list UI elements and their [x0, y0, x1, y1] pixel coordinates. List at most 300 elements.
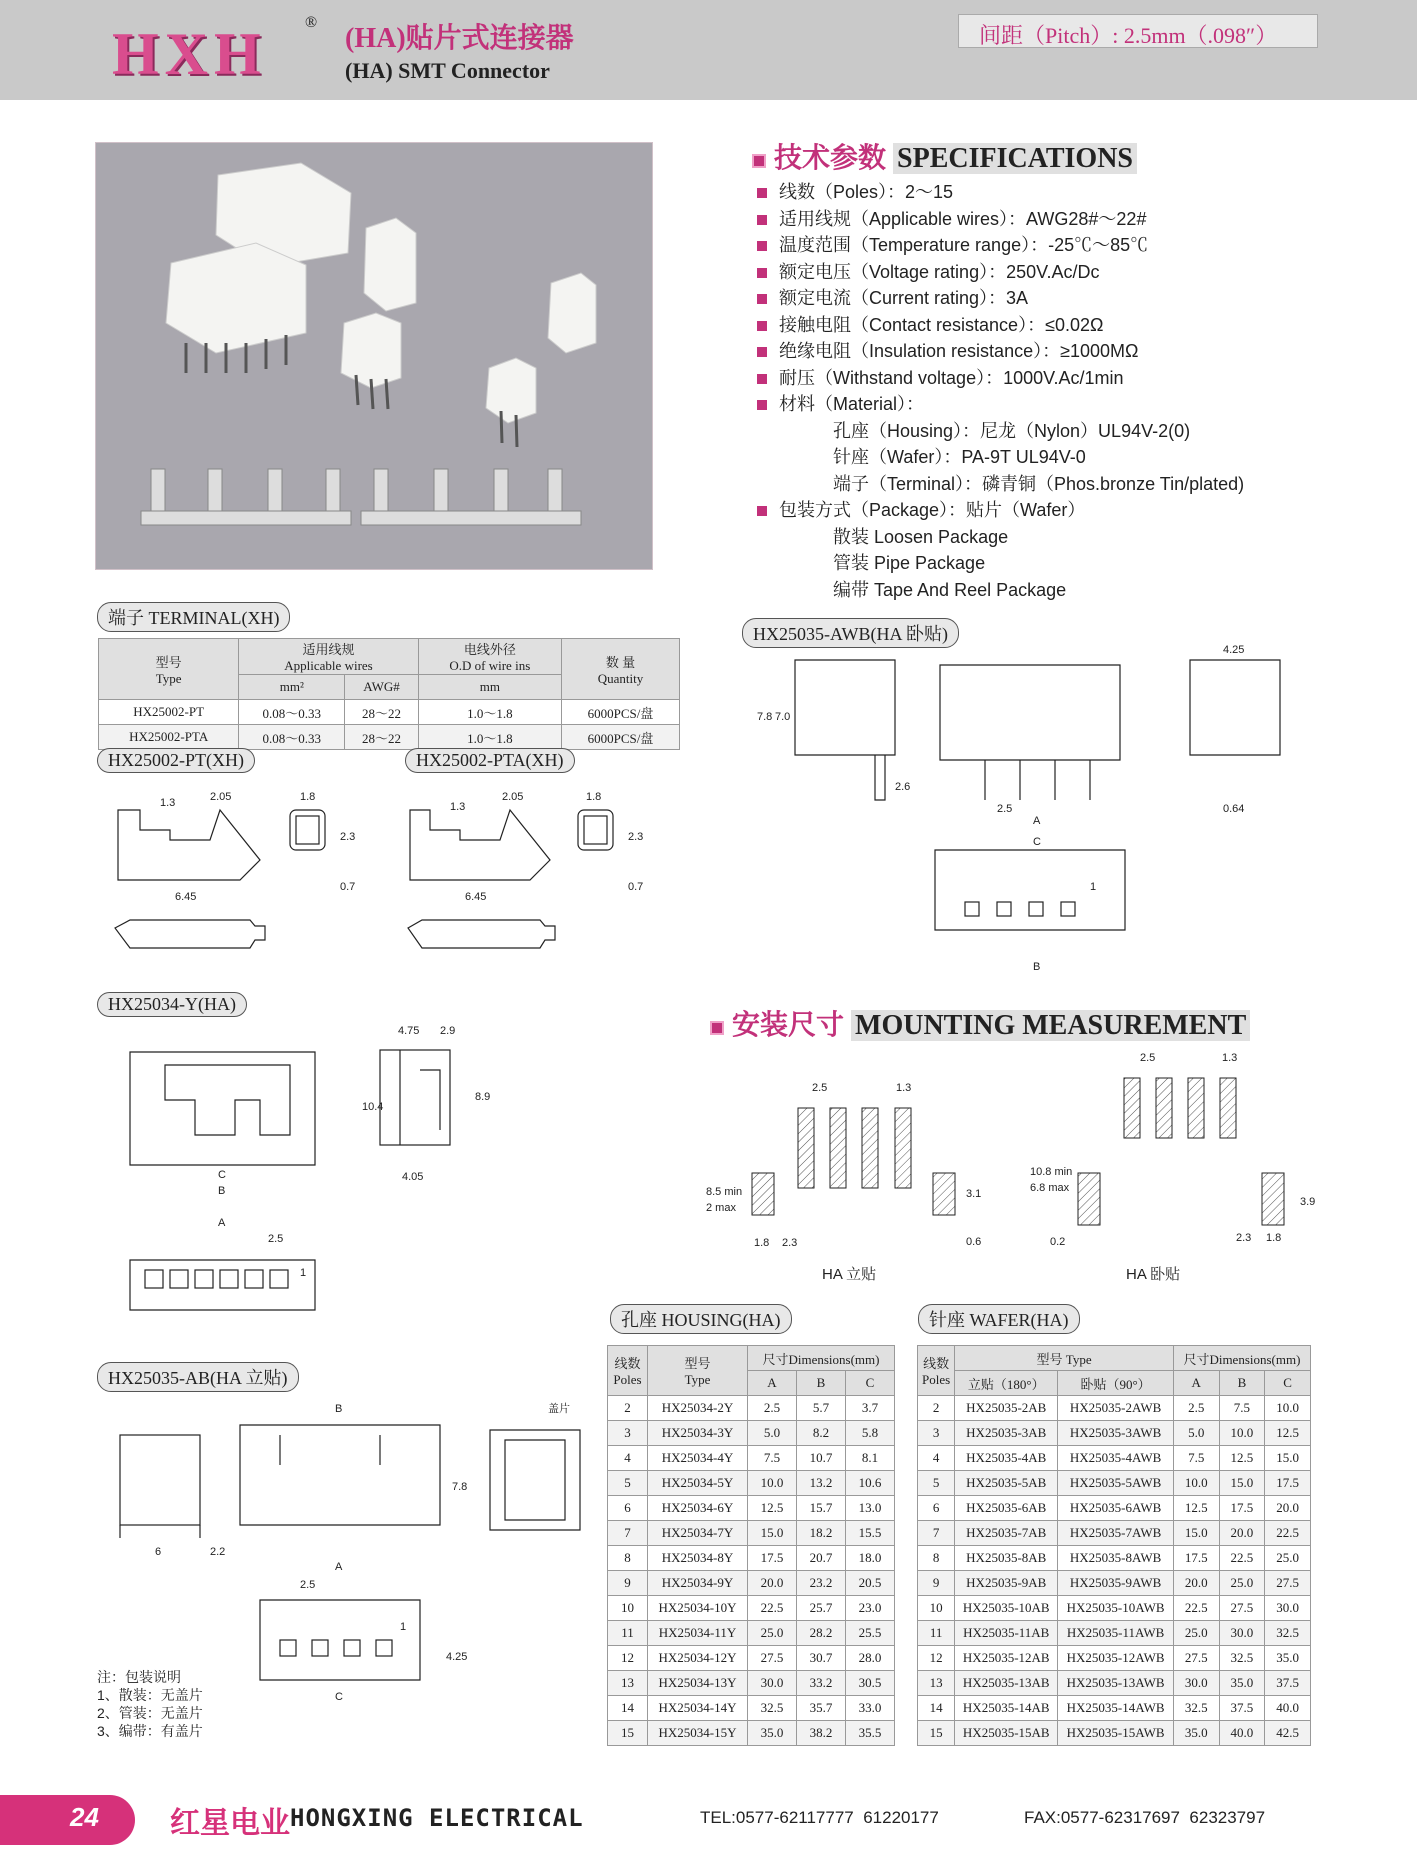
dim-y: 1: [300, 1267, 307, 1279]
table-cell: 5.8: [845, 1421, 894, 1446]
table-cell: HX25035-6AB: [955, 1496, 1058, 1521]
note-line: 3、编带：有盖片: [97, 1723, 203, 1739]
table-row: [918, 1621, 1311, 1646]
dim-mount: 8.5 min: [706, 1186, 743, 1198]
table-cell: 32.5: [1219, 1646, 1265, 1671]
table-cell: 15.0: [747, 1521, 796, 1546]
table-cell: 12.5: [747, 1496, 796, 1521]
table-cell: 30.0: [1173, 1671, 1219, 1696]
table-cell: HX25035-7AWB: [1058, 1521, 1174, 1546]
table-cell: HX25035-12AWB: [1058, 1646, 1174, 1671]
table-cell: 27.5: [1265, 1571, 1311, 1596]
table-cell: 22.5: [1173, 1596, 1219, 1621]
table-cell: HX25034-14Y: [647, 1696, 747, 1721]
dim-pt: 1.3: [160, 797, 176, 809]
table-cell: 25.5: [845, 1621, 894, 1646]
table-cell: HX25035-10AB: [955, 1596, 1058, 1621]
table-cell: HX25035-11AWB: [1058, 1621, 1174, 1646]
dim-awb: 2.6: [895, 781, 911, 793]
table-cell: 5: [918, 1471, 955, 1496]
awb-label: HX25035-AWB(HA 卧贴): [742, 618, 959, 648]
table-row: [608, 1671, 895, 1696]
dim-mount: 0.2: [1050, 1236, 1066, 1248]
table-cell: 3.7: [845, 1396, 894, 1421]
th-mm: mm: [418, 675, 561, 700]
table-cell: 30.7: [796, 1646, 845, 1671]
table-row: [608, 1646, 895, 1671]
dim-y: 4.75: [398, 1025, 420, 1037]
th-dim: 尺寸Dimensions(mm): [1173, 1346, 1310, 1371]
dim-pt: 2.05: [210, 791, 232, 803]
th-type: 型号 Type: [99, 639, 239, 700]
th-wires: 适用线规 Applicable wires: [239, 639, 418, 675]
table-row: [608, 1446, 895, 1471]
table-row: [918, 1696, 1311, 1721]
table-row: [918, 1671, 1311, 1696]
mounting-title-en: MOUNTING MEASUREMENT: [851, 1010, 1250, 1041]
table-cell: HX25034-12Y: [647, 1646, 747, 1671]
table-cell: 30.0: [1265, 1596, 1311, 1621]
table-cell: 17.5: [1173, 1546, 1219, 1571]
table-cell: 4: [608, 1446, 648, 1471]
gaipian-label: 盖片: [548, 1403, 570, 1415]
dim-pta: 2.3: [628, 831, 644, 843]
dim-y: 4.05: [402, 1171, 424, 1183]
dim-y: 2.9: [440, 1025, 456, 1037]
dim-y: B: [218, 1185, 226, 1197]
table-cell: HX25034-9Y: [647, 1571, 747, 1596]
dim-y: 10.4: [362, 1101, 384, 1113]
table-cell: 15: [918, 1721, 955, 1746]
table-cell: 23.0: [845, 1596, 894, 1621]
package-item: 管装 Pipe Package: [833, 553, 986, 573]
table-row: [608, 1621, 895, 1646]
table-cell: 8: [918, 1546, 955, 1571]
dim-pta: 6.45: [465, 891, 487, 903]
table-cell: 15.0: [1173, 1521, 1219, 1546]
table-cell: HX25035-8AWB: [1058, 1546, 1174, 1571]
spec-item: 额定电压（Voltage rating）：250V.Ac/Dc: [757, 259, 1244, 286]
table-cell: 2: [918, 1396, 955, 1421]
dim-pta: 1.8: [586, 791, 602, 803]
table-row: [918, 1421, 1311, 1446]
footer-page-tab: [0, 1795, 135, 1845]
table-cell: 28.0: [845, 1646, 894, 1671]
dim-awb: 4.25: [1223, 644, 1245, 656]
y-label: HX25034-Y(HA): [97, 992, 247, 1017]
dim-ab: A: [335, 1561, 343, 1573]
dim-mount: 0.6: [966, 1236, 982, 1248]
table-cell: 15.0: [1265, 1446, 1311, 1471]
dim-awb: 7.8: [757, 711, 773, 723]
table-row: [918, 1596, 1311, 1621]
wafer-table: [917, 1345, 1311, 1746]
table-cell: 20.0: [1265, 1496, 1311, 1521]
specs-title: [752, 136, 1137, 176]
terminal-drawings: [100, 780, 660, 950]
table-cell: HX25034-4Y: [647, 1446, 747, 1471]
housing-table: [607, 1345, 895, 1746]
pt-drawing: [115, 791, 355, 948]
table-cell: 25.0: [747, 1621, 796, 1646]
dim-pt: 2.3: [340, 831, 356, 843]
spec-item: 适用线规（Applicable wires）：AWG28#～22#: [757, 206, 1244, 233]
dim-pta: 0.7: [628, 881, 644, 893]
th-poles: 线数 Poles: [608, 1346, 648, 1396]
dim-mount: 1.8: [754, 1237, 770, 1249]
table-cell: HX25034-6Y: [647, 1496, 747, 1521]
table-cell: 42.5: [1265, 1721, 1311, 1746]
table-cell: 35.0: [1265, 1646, 1311, 1671]
table-cell: HX25035-13AWB: [1058, 1671, 1174, 1696]
note-line: 1、散装：无盖片: [97, 1687, 203, 1703]
dim-awb: 0.64: [1223, 803, 1245, 815]
housing-label: 孔座 HOUSING(HA): [610, 1304, 792, 1334]
dim-ab: 2.2: [210, 1546, 226, 1558]
dim-awb: B: [1033, 961, 1041, 973]
table-cell: 3: [918, 1421, 955, 1446]
table-cell: HX25035-13AB: [955, 1671, 1058, 1696]
table-row: [608, 1521, 895, 1546]
table-row: [918, 1471, 1311, 1496]
dim-pt: 0.7: [340, 881, 356, 893]
table-row: [608, 1571, 895, 1596]
table-row: HX25002-PTA 0.08～0.33 28～22 1.0～1.8 6000PCS/盘: [99, 725, 680, 750]
table-cell: 18.0: [845, 1546, 894, 1571]
table-cell: HX25034-3Y: [647, 1421, 747, 1446]
dim-awb: 7.0: [775, 711, 791, 723]
table-cell: HX25034-10Y: [647, 1596, 747, 1621]
table-row: [608, 1546, 895, 1571]
table-cell: 27.5: [1219, 1596, 1265, 1621]
table-cell: 35.0: [1173, 1721, 1219, 1746]
dim-ab: 6: [155, 1546, 162, 1558]
table-cell: HX25035-9AB: [955, 1571, 1058, 1596]
ab-label: HX25035-AB(HA 立贴): [97, 1362, 299, 1392]
table-row: [918, 1571, 1311, 1596]
table-cell: 13: [918, 1671, 955, 1696]
mounting-title: [710, 1003, 1250, 1043]
spec-item: 绝缘电阻（Insulation resistance）：≥1000MΩ: [757, 338, 1244, 365]
table-cell: 10: [918, 1596, 955, 1621]
dim-awb: A: [1033, 815, 1041, 827]
mounting-title-cn: 安装尺寸: [732, 1010, 845, 1041]
th-poles: 线数 Poles: [918, 1346, 955, 1396]
table-cell: 40.0: [1265, 1696, 1311, 1721]
table-row: [608, 1721, 895, 1746]
table-cell: 20.0: [1173, 1571, 1219, 1596]
spec-item: 额定电流（Current rating）：3A: [757, 285, 1244, 312]
table-cell: 22.5: [1265, 1521, 1311, 1546]
wafer-label: 针座 WAFER(HA): [918, 1304, 1080, 1334]
th-b: B: [796, 1371, 845, 1396]
table-cell: 33.0: [845, 1696, 894, 1721]
th-b: B: [1219, 1371, 1265, 1396]
table-row: [608, 1396, 895, 1421]
page-number: 24: [70, 1802, 99, 1832]
table-cell: HX25035-7AB: [955, 1521, 1058, 1546]
page-title-cn: (HA)贴片式连接器: [345, 23, 574, 54]
dim-mount: 2.5: [1140, 1052, 1156, 1064]
table-cell: 37.5: [1265, 1671, 1311, 1696]
pta-drawing: [408, 791, 643, 948]
table-cell: 12: [918, 1646, 955, 1671]
table-row: [608, 1596, 895, 1621]
table-cell: 10.7: [796, 1446, 845, 1471]
spec-item: 接触电阻（Contact resistance）：≤0.02Ω: [757, 312, 1244, 339]
dim-ab: 7.8: [452, 1481, 468, 1493]
dim-mount: 10.8 min: [1030, 1166, 1073, 1178]
table-cell: 2.5: [1173, 1396, 1219, 1421]
table-row: [918, 1396, 1311, 1421]
notes: [97, 1668, 203, 1740]
y-drawing: [100, 1020, 520, 1320]
table-cell: 9: [608, 1571, 648, 1596]
table-row: [608, 1496, 895, 1521]
table-cell: 37.5: [1219, 1696, 1265, 1721]
dim-awb: 2.5: [997, 803, 1013, 815]
specs-title-cn: 技术参数: [774, 143, 887, 174]
dim-y: 2.5: [268, 1233, 284, 1245]
dim-mount: 2.5: [812, 1082, 828, 1094]
table-cell: 4: [918, 1446, 955, 1471]
table-cell: 28.2: [796, 1621, 845, 1646]
table-cell: HX25035-5AB: [955, 1471, 1058, 1496]
material-item: 端子（Terminal）：磷青铜（Phos.bronze Tin/plated): [833, 473, 1245, 494]
spec-item: 材料（Material）：: [757, 391, 1244, 418]
pt-label: HX25002-PT(XH): [97, 748, 255, 773]
table-cell: 10.0: [747, 1471, 796, 1496]
th-a: A: [747, 1371, 796, 1396]
table-cell: 20.0: [1219, 1521, 1265, 1546]
table-cell: 7.5: [747, 1446, 796, 1471]
table-cell: 12: [608, 1646, 648, 1671]
th-dim: 尺寸Dimensions(mm): [747, 1346, 894, 1371]
table-row: [608, 1421, 895, 1446]
th-c: C: [845, 1371, 894, 1396]
table-cell: 15.5: [845, 1521, 894, 1546]
table-cell: HX25035-5AWB: [1058, 1471, 1174, 1496]
table-cell: 12.5: [1219, 1446, 1265, 1471]
table-cell: 18.2: [796, 1521, 845, 1546]
dim-ab: 2.5: [300, 1579, 316, 1591]
registered-mark: ®: [305, 14, 318, 31]
table-cell: 27.5: [1173, 1646, 1219, 1671]
table-cell: 23.2: [796, 1571, 845, 1596]
dim-mount: 3.1: [966, 1188, 982, 1200]
th-awg: AWG#: [345, 675, 418, 700]
table-row: [918, 1546, 1311, 1571]
table-cell: 15.7: [796, 1496, 845, 1521]
note-line: 2、管装：无盖片: [97, 1705, 203, 1721]
spec-item: 温度范围（Temperature range）：-25℃～85℃: [757, 232, 1244, 259]
table-cell: 2: [608, 1396, 648, 1421]
table-cell: 32.5: [1265, 1621, 1311, 1646]
table-cell: 30.0: [1219, 1621, 1265, 1646]
table-cell: 8.1: [845, 1446, 894, 1471]
dim-mount: 1.3: [1222, 1052, 1238, 1064]
table-cell: 11: [918, 1621, 955, 1646]
table-cell: HX25035-15AB: [955, 1721, 1058, 1746]
housing-rows: [608, 1396, 895, 1746]
terminal-table: [98, 638, 680, 750]
specs-title-en: SPECIFICATIONS: [893, 143, 1137, 174]
table-cell: 5: [608, 1471, 648, 1496]
table-cell: 20.5: [845, 1571, 894, 1596]
table-cell: 30.5: [845, 1671, 894, 1696]
dim-awb: 1: [1090, 881, 1097, 893]
mounting-drawing: [700, 1045, 1340, 1285]
footer-fax: FAX:0577-62317697 62323797: [1024, 1808, 1266, 1827]
table-cell: 25.0: [1219, 1571, 1265, 1596]
dim-ab: 4.25: [446, 1651, 468, 1663]
table-cell: 40.0: [1219, 1721, 1265, 1746]
table-cell: 13.2: [796, 1471, 845, 1496]
table-cell: 22.5: [747, 1596, 796, 1621]
table-cell: 12.5: [1173, 1496, 1219, 1521]
table-cell: 35.7: [796, 1696, 845, 1721]
table-cell: HX25034-13Y: [647, 1671, 747, 1696]
table-cell: 35.0: [747, 1721, 796, 1746]
table-cell: 17.5: [1265, 1471, 1311, 1496]
table-cell: HX25035-10AWB: [1058, 1596, 1174, 1621]
dim-y: C: [218, 1169, 226, 1181]
th-mm2: mm²: [239, 675, 345, 700]
table-cell: 3: [608, 1421, 648, 1446]
table-cell: 14: [608, 1696, 648, 1721]
footer-company-cn: 红星电业: [170, 1807, 290, 1840]
table-cell: HX25035-8AB: [955, 1546, 1058, 1571]
spec-item: 包装方式（Package）：贴片（Wafer）: [757, 497, 1244, 524]
table-cell: 14: [918, 1696, 955, 1721]
th-vertical: 立贴（180°）: [955, 1371, 1058, 1396]
table-cell: HX25035-15AWB: [1058, 1721, 1174, 1746]
table-cell: 33.2: [796, 1671, 845, 1696]
note-line: 注：包装说明: [97, 1669, 181, 1685]
table-row: [918, 1721, 1311, 1746]
mount-caption-a: HA 立贴: [822, 1266, 877, 1283]
table-cell: HX25034-7Y: [647, 1521, 747, 1546]
dim-y: 8.9: [475, 1091, 491, 1103]
table-cell: HX25035-4AWB: [1058, 1446, 1174, 1471]
table-cell: 11: [608, 1621, 648, 1646]
table-cell: 25.0: [1265, 1546, 1311, 1571]
specs-list: [757, 179, 1244, 603]
terminal-label: 端子 TERMINAL(XH): [97, 602, 290, 632]
table-cell: 25.0: [1173, 1621, 1219, 1646]
table-cell: 15.0: [1219, 1471, 1265, 1496]
table-cell: 35.0: [1219, 1671, 1265, 1696]
dim-y: A: [218, 1217, 226, 1229]
table-cell: 32.5: [747, 1696, 796, 1721]
table-cell: 20.0: [747, 1571, 796, 1596]
dim-ab: B: [335, 1403, 343, 1415]
material-item: 孔座（Housing）：尼龙（Nylon）UL94V-2(0): [833, 420, 1191, 441]
table-cell: HX25035-9AWB: [1058, 1571, 1174, 1596]
table-cell: 10.6: [845, 1471, 894, 1496]
dim-ab: C: [335, 1691, 343, 1703]
dim-mount: 1.3: [896, 1082, 912, 1094]
table-cell: 7.5: [1219, 1396, 1265, 1421]
table-cell: 15: [608, 1721, 648, 1746]
table-cell: 20.7: [796, 1546, 845, 1571]
table-cell: HX25035-2AWB: [1058, 1396, 1174, 1421]
table-cell: 10.0: [1265, 1396, 1311, 1421]
table-cell: 5.7: [796, 1396, 845, 1421]
table-row: HX25002-PT 0.08～0.33 28～22 1.0～1.8 6000PCS/盘: [99, 700, 680, 725]
dim-pta: 1.3: [450, 801, 466, 813]
table-cell: 22.5: [1219, 1546, 1265, 1571]
table-row: [918, 1446, 1311, 1471]
dim-pta: 2.05: [502, 791, 524, 803]
pta-label: HX25002-PTA(XH): [405, 748, 575, 773]
table-cell: 6: [918, 1496, 955, 1521]
awb-drawing: [745, 640, 1305, 980]
dim-ab: 1: [400, 1621, 407, 1633]
th-type: 型号 Type: [647, 1346, 747, 1396]
table-cell: 7.5: [1173, 1446, 1219, 1471]
table-cell: HX25035-14AWB: [1058, 1696, 1174, 1721]
table-row: [918, 1646, 1311, 1671]
spec-item: 线数（Poles）：2～15: [757, 179, 1244, 206]
table-cell: HX25034-8Y: [647, 1546, 747, 1571]
th-c: C: [1265, 1371, 1311, 1396]
table-cell: 10: [608, 1596, 648, 1621]
dim-mount: 2.3: [1236, 1232, 1252, 1244]
dim-awb: C: [1033, 836, 1041, 848]
table-cell: HX25035-3AB: [955, 1421, 1058, 1446]
table-cell: 38.2: [796, 1721, 845, 1746]
dim-mount: 1.8: [1266, 1232, 1282, 1244]
table-cell: 13.0: [845, 1496, 894, 1521]
dim-pt: 1.8: [300, 791, 316, 803]
table-cell: 10.0: [1173, 1471, 1219, 1496]
table-cell: 17.5: [747, 1546, 796, 1571]
table-cell: HX25035-11AB: [955, 1621, 1058, 1646]
table-cell: 5.0: [747, 1421, 796, 1446]
table-cell: 9: [918, 1571, 955, 1596]
table-cell: 7: [918, 1521, 955, 1546]
th-qty: 数 量 Quantity: [561, 639, 679, 700]
wafer-rows: [918, 1396, 1311, 1746]
table-cell: 25.7: [796, 1596, 845, 1621]
table-cell: 30.0: [747, 1671, 796, 1696]
th-a: A: [1173, 1371, 1219, 1396]
table-row: [918, 1521, 1311, 1546]
table-cell: HX25035-4AB: [955, 1446, 1058, 1471]
table-cell: 35.5: [845, 1721, 894, 1746]
table-cell: HX25035-3AWB: [1058, 1421, 1174, 1446]
table-cell: 5.0: [1173, 1421, 1219, 1446]
spec-item: 耐压（Withstand voltage）：1000V.Ac/1min: [757, 365, 1244, 392]
table-row: [608, 1696, 895, 1721]
table-cell: 8: [608, 1546, 648, 1571]
table-cell: 8.2: [796, 1421, 845, 1446]
footer-company-en: HONGXING ELECTRICAL: [290, 1804, 584, 1832]
product-photo: [95, 142, 653, 570]
table-cell: 6: [608, 1496, 648, 1521]
th-horizontal: 卧贴（90°）: [1058, 1371, 1174, 1396]
table-cell: HX25034-11Y: [647, 1621, 747, 1646]
table-cell: 27.5: [747, 1646, 796, 1671]
pitch-box: 间距（Pitch）: 2.5mm（.098″）: [958, 14, 1318, 48]
dim-pt: 6.45: [175, 891, 197, 903]
table-cell: 7: [608, 1521, 648, 1546]
package-item: 编带 Tape And Reel Package: [833, 579, 1067, 600]
table-row: [608, 1471, 895, 1496]
table-row: [918, 1496, 1311, 1521]
table-cell: HX25034-15Y: [647, 1721, 747, 1746]
